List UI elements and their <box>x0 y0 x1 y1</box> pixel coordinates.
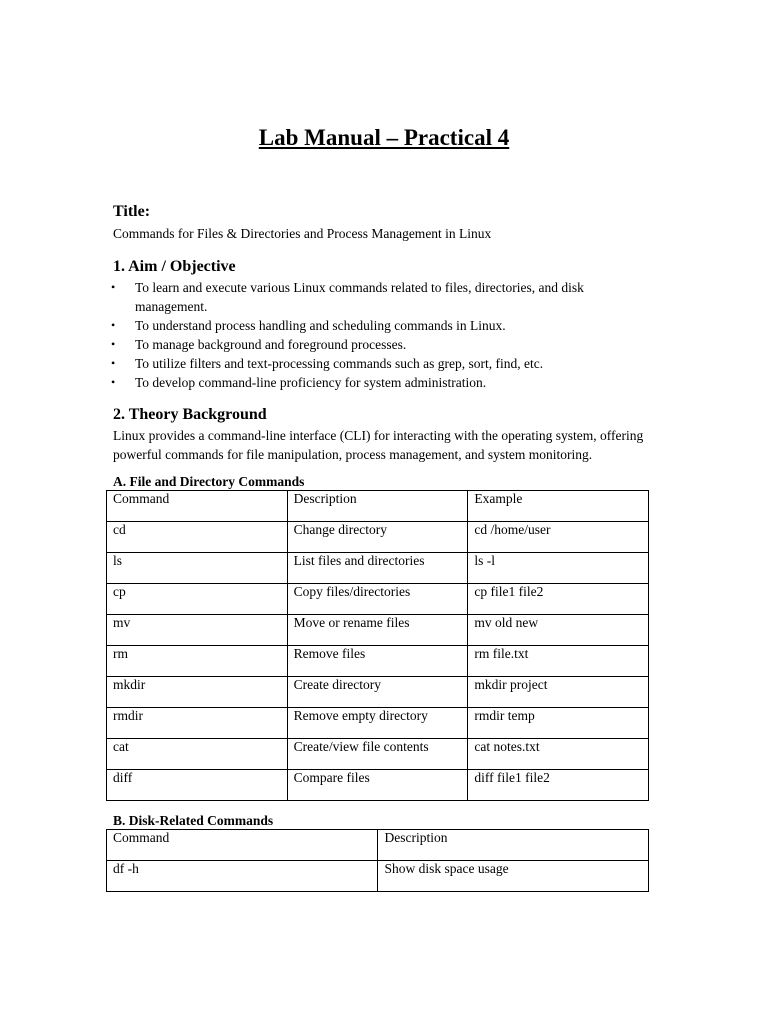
table-cell: rmdir <box>107 708 288 739</box>
list-item: • To understand process handling and scheduling commands in Linux. <box>111 318 506 333</box>
table-row <box>107 553 649 584</box>
table-cell: cd /home/user <box>468 522 649 553</box>
table-cell: diff <box>107 770 288 801</box>
table-cell: cp file1 file2 <box>468 584 649 615</box>
bullet-icon: • <box>111 375 116 389</box>
table-cell: mv <box>107 615 288 646</box>
header-cell: Description <box>378 830 649 861</box>
bullet-icon: • <box>111 356 116 370</box>
theory-paragraph: Linux provides a command-line interface (CLI) for interacting with the operating system, offering powerful commands for file manipulation, process management, and system monitoring. <box>113 428 644 462</box>
table-cell: Copy files/directories <box>287 584 468 615</box>
document-body <box>113 202 653 892</box>
header-cell: Command <box>107 830 378 861</box>
list-item: • To develop command-line proficiency for system administration. <box>111 375 487 390</box>
table-cell: mkdir <box>107 677 288 708</box>
theory-heading: 2. Theory Background <box>113 406 267 423</box>
table-row <box>107 677 649 708</box>
table-cell: Remove files <box>287 646 468 677</box>
table-row <box>107 615 649 646</box>
bullet-icon: • <box>111 280 116 294</box>
table-cell: Change directory <box>287 522 468 553</box>
table-header-row <box>107 491 649 522</box>
table-cell: diff file1 file2 <box>468 770 649 801</box>
header-cell: Command <box>107 491 288 522</box>
page-title: Lab Manual – Practical 4 <box>258 125 510 150</box>
file-table-caption: A. File and Directory Commands <box>113 474 305 489</box>
table-row <box>107 522 649 553</box>
title-text: Commands for Files & Directories and Process Management in Linux <box>113 226 492 241</box>
table-cell: cd <box>107 522 288 553</box>
table-cell: Remove empty directory <box>287 708 468 739</box>
file-commands-table <box>106 490 649 801</box>
table-cell: rm file.txt <box>468 646 649 677</box>
table-cell: df -h <box>107 861 378 892</box>
aim-list <box>113 278 653 392</box>
table-cell: Compare files <box>287 770 468 801</box>
bullet-icon: • <box>111 337 116 351</box>
table-cell: cp <box>107 584 288 615</box>
table-cell: rm <box>107 646 288 677</box>
table-cell: cat notes.txt <box>468 739 649 770</box>
table-cell: ls -l <box>468 553 649 584</box>
table-cell: mkdir project <box>468 677 649 708</box>
table-row <box>107 708 649 739</box>
table-cell: mv old new <box>468 615 649 646</box>
table-row <box>107 861 649 892</box>
disk-table-caption: B. Disk-Related Commands <box>113 813 274 828</box>
table-cell: Show disk space usage <box>378 861 649 892</box>
table-row <box>107 739 649 770</box>
table-cell: Create directory <box>287 677 468 708</box>
table-cell: Move or rename files <box>287 615 468 646</box>
table-cell: rmdir temp <box>468 708 649 739</box>
table-row <box>107 646 649 677</box>
table-cell: Create/view file contents <box>287 739 468 770</box>
bullet-icon: • <box>111 318 116 332</box>
table-row <box>107 770 649 801</box>
title-label: Title: <box>113 203 151 220</box>
table-cell: ls <box>107 553 288 584</box>
table-cell: List files and directories <box>287 553 468 584</box>
disk-commands-table <box>106 829 649 892</box>
list-item: • To manage background and foreground processes. <box>111 337 407 352</box>
table-cell: cat <box>107 739 288 770</box>
list-item: • To utilize filters and text-processing commands such as grep, sort, find, etc. <box>111 356 544 371</box>
header-cell: Description <box>287 491 468 522</box>
header-cell: Example <box>468 491 649 522</box>
aim-heading: 1. Aim / Objective <box>113 258 236 275</box>
table-row <box>107 584 649 615</box>
list-item: • To learn and execute various Linux commands related to files, directories, and disk management. <box>111 280 584 314</box>
table-header-row <box>107 830 649 861</box>
